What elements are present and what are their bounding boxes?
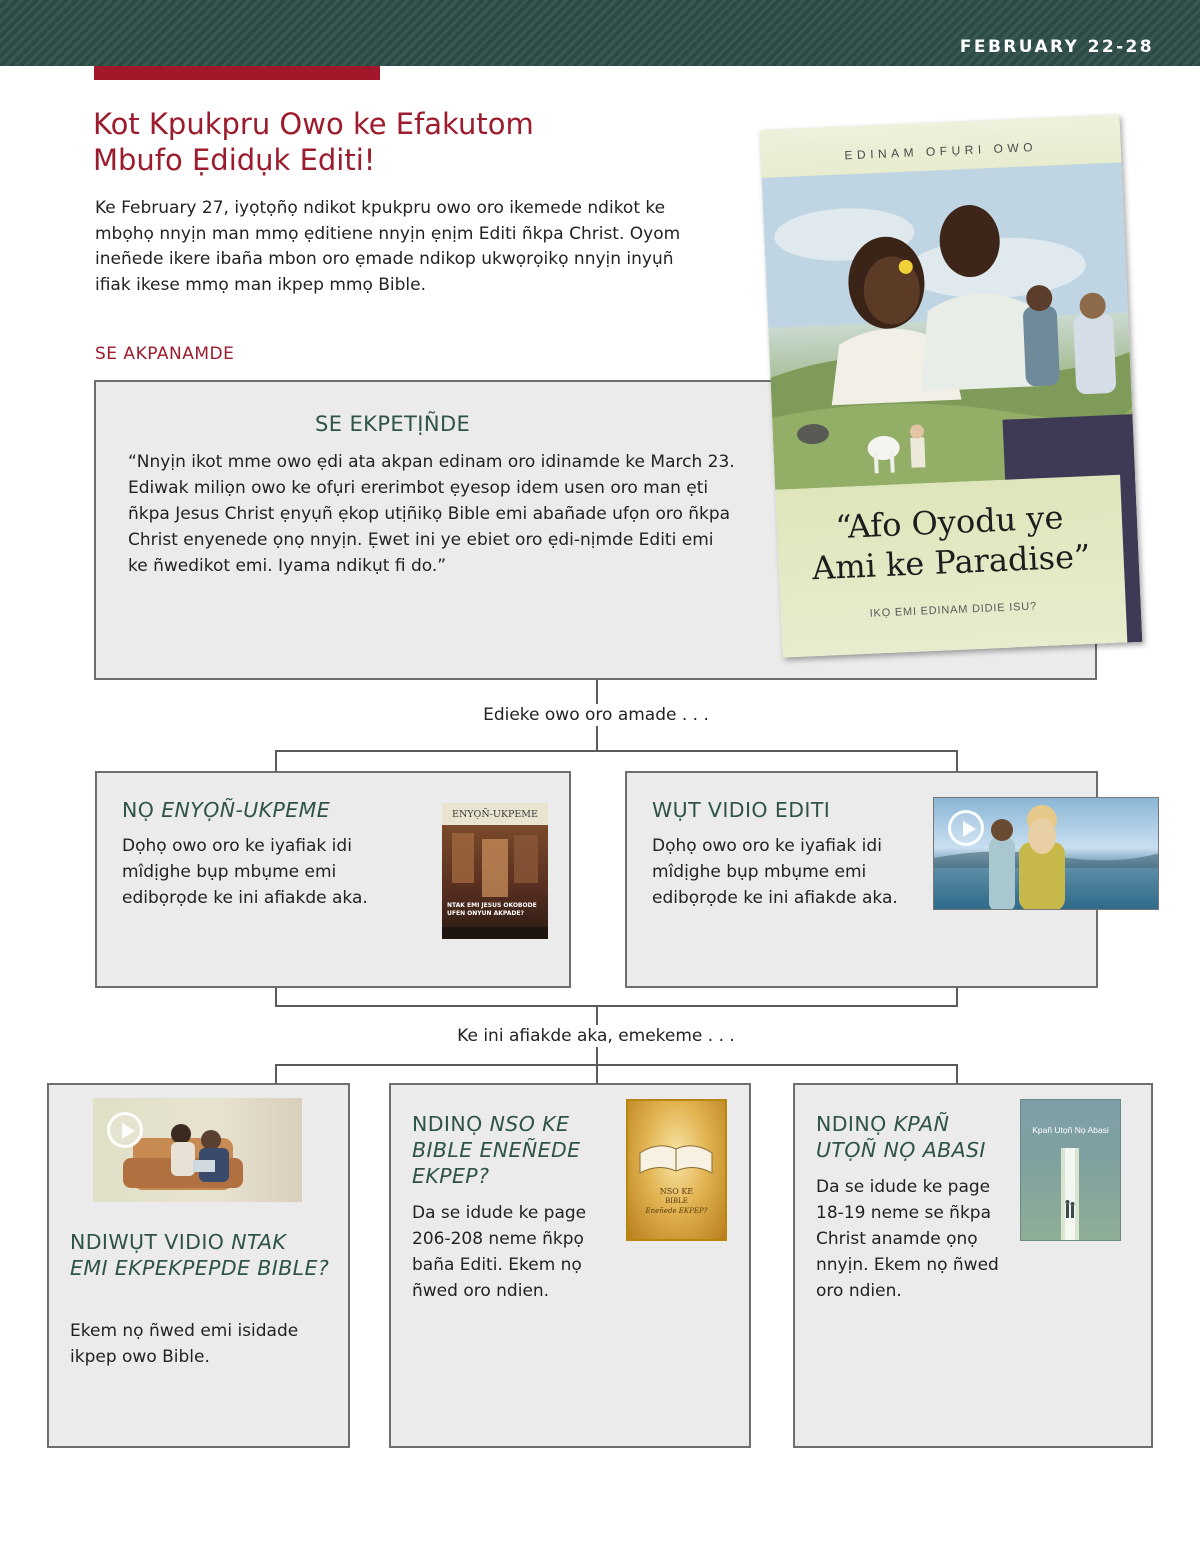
heading-prefix: NDIWỤT VIDIO	[70, 1230, 232, 1254]
page-title	[93, 106, 693, 178]
play-icon[interactable]	[107, 1112, 143, 1148]
option-magazine-box	[95, 771, 571, 988]
followup-book-text: Da se idude ke page 206-208 neme ñkpọ baña Editi. Ekem nọ ñwed oro ndien.	[412, 1203, 587, 1301]
week-label: FEBRUARY 22-28	[959, 37, 1154, 57]
magazine-subtitle: NTAK EMI JESUS OKOBODE UFEN ONYUN AKPADE?	[447, 902, 537, 917]
option-magazine-text: Dọhọ owo oro ke iyafiak idi mîdịghe bụp mbụme emi edibọrọde ke ini afiakde aka.	[122, 836, 368, 908]
option-video-text: Dọhọ owo oro ke iyafiak idi mîdịghe bụp mbụme emi edibọrọde ke ini afiakde aka.	[652, 836, 898, 908]
brochure-cover	[760, 114, 1143, 657]
bible-teach-book-cover	[626, 1099, 727, 1241]
tract-cover	[1020, 1099, 1121, 1241]
memorial-video-thumbnail[interactable]	[933, 797, 1159, 910]
heading-italic: ENYỌÑ-UKPEME	[161, 798, 331, 822]
intro-paragraph: Ke February 27, iyọtọñọ ndikot kpukpru owo oro ikemede ndikot ke mbọhọ nnyịn man mmọ ẹditiene nnyịn ẹnịm Editi ñkpa Christ. Oyom ineñede ikere ibaña mbon oro ẹmade ndikop ukwọrọikọ nnyịn inyụñ ifiak ikese mmọ man ikpep mmọ Bible.	[95, 198, 681, 295]
followup-book-heading	[412, 1111, 602, 1189]
bible-study-video-thumbnail[interactable]	[93, 1098, 302, 1202]
brochure-series: EDINAM OFỤRI OWO	[844, 140, 1038, 163]
sample-heading: SE EKPETỊÑDE	[315, 412, 471, 436]
book-title-line-2: BIBLE	[665, 1197, 688, 1205]
connector-line	[275, 750, 277, 772]
brochure-title-line-2: Ami ke Paradise”	[811, 537, 1092, 588]
heading-italic: NSO KE BIBLE ENEÑEDE EKPEP?	[412, 1112, 581, 1188]
connector-line	[275, 1005, 958, 1007]
open-bible-icon	[628, 1113, 725, 1193]
heading-prefix: NDINỌ	[412, 1112, 490, 1136]
tract-art	[1021, 1100, 1120, 1240]
book-title-line-1: NSO KE	[659, 1187, 694, 1196]
connector-line	[956, 988, 958, 1006]
heading-italic: KPAÑ UTỌÑ NỌ ABASI	[816, 1112, 986, 1162]
followup-tract-heading	[816, 1111, 1006, 1163]
followup-tract-text: Da se idude ke page 18-19 neme se ñkpa Christ anamde ọnọ nnyịn. Ekem nọ ñwed oro ndien.	[816, 1177, 999, 1301]
followup-video-heading	[70, 1229, 330, 1281]
magazine-art	[442, 803, 548, 939]
play-icon[interactable]	[948, 810, 984, 846]
brochure-subtitle: IKỌ EMI EDINAM DIDIE ISU?	[869, 600, 1038, 620]
brochure-title	[776, 495, 1124, 590]
followup-video-text: Ekem nọ ñwed emi isidade ikpep owo Bible.	[70, 1321, 299, 1367]
brochure-title-line-1: “Afo Oyodu ye	[834, 498, 1065, 547]
heading-prefix: NDINỌ	[816, 1112, 894, 1136]
prep-label: SE AKPANAMDE	[95, 344, 235, 364]
sample-text: “Nnyịn ikot mme owo ẹdi ata akpan edinam oro idinamde ke March 23. Ediwak miliọn owo ke ofụri ererimbot ẹyesop idem usen oro man ẹti ñkpa Jesus Christ ẹnyụñ ẹkop utịñikọ Bible emi abañade ufọn oro ñkpa Christ enyenede ọnọ nnyịn. Ẹwet ini ye ebiet oro ẹdi-nịmde Editi emi ke ñwedikot emi. Iyama ndikụt fi do.”	[128, 452, 735, 576]
section-tab	[94, 66, 380, 80]
connector-line	[956, 750, 958, 772]
magazine-title: ENYỌÑ-UKPEME	[452, 809, 538, 820]
tract-title: Kpañ Utọñ Nọ Abasi	[1032, 1125, 1109, 1135]
flow-label-1: Edieke owo oro amade . . .	[396, 704, 796, 726]
heading-prefix: NỌ	[122, 798, 162, 822]
connector-line	[275, 1064, 277, 1085]
option-magazine-heading	[122, 797, 330, 823]
flow-label-2: Ke ini afiakde aka, emekeme . . .	[396, 1025, 796, 1047]
connector-line	[275, 750, 958, 752]
title-line-1: Kot Kpukpru Owo ke Efakutom	[93, 107, 534, 141]
heading-italic: NTAK EMI EKPEKPEPDE BIBLE?	[70, 1230, 330, 1280]
connector-line	[956, 1064, 958, 1085]
magazine-cover	[442, 803, 548, 939]
connector-line	[275, 988, 277, 1006]
title-line-2: Mbufo Ẹdidụk Editi!	[93, 143, 376, 177]
option-video-heading: WỤT VIDIO EDITI	[652, 798, 831, 822]
connector-line	[275, 1064, 958, 1066]
book-title-line-3: Eneñede EKPEP?	[645, 1207, 708, 1215]
